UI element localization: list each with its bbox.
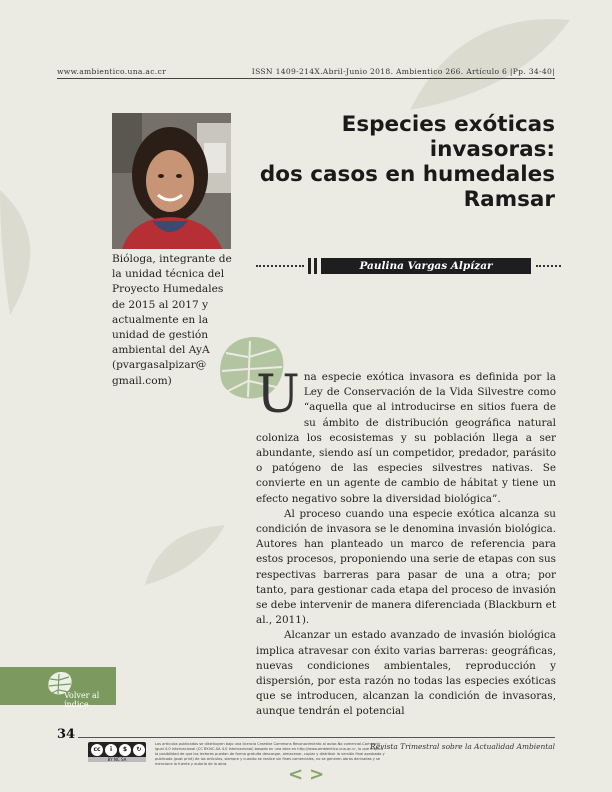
title-line: Especies exóticas invasoras: <box>341 112 555 162</box>
paragraph: Alcanzar un estado avanzado de invasión biológica implica atravesar con éxito varias barreras: geográficas, nuevas condiciones ambientales, reproducción y dispersión, por esta razón no todas las especies exóticas que se introducen, alcanzan la condición de invasoras, aunque tendrán el potencial <box>256 629 556 718</box>
drop-cap: U <box>256 365 300 425</box>
dotted-rule-left <box>256 265 304 267</box>
nc-icon: $ <box>119 744 131 756</box>
bio-line: de 2015 al 2017 y <box>112 298 209 311</box>
back-to-index-button[interactable] <box>0 667 116 709</box>
title-line: Ramsar <box>463 187 555 212</box>
cc-badge-text: BY NC SA <box>107 757 127 762</box>
cc-badge-label <box>88 757 146 762</box>
cc-icon: cc <box>91 744 103 756</box>
author-name: Paulina Vargas Alpízar <box>321 258 531 274</box>
bio-line: unidad de gestión <box>112 329 209 342</box>
by-icon: i <box>105 744 117 756</box>
bio-line: (pvargasalpizar@ <box>112 359 207 372</box>
paragraph-text: na especie exótica invasora es definida por la Ley de Conservación de la Vida Silvestre como “aquella que al introducirse en sitios fuera de su ámbito de distribución geográfica natural coloniza los ecosistemas y su población llega a ser abundante, siendo así un competidor, predador, parásito o patógeno de las especies silvestres nativas. Se convierte en un agente de cambio de hábitat y tiene un efecto negativo sobre la diversidad biológica”. <box>256 371 556 505</box>
journal-url[interactable]: www.ambientico.una.ac.cr <box>57 67 166 76</box>
paragraph <box>256 365 556 507</box>
article-title <box>240 112 555 212</box>
paragraph: Al proceso cuando una especie exótica alcanza su condición de invasora se le denomina invasión biológica. Autores han planteado un marco de referencia para estos procesos, proponiendo una serie de etapas con sus respectivas barreras para pasar de una a otra; por tanto, para gestionar cada etapa del proceso de invasión se debe intervenir de manera diferenciada (Blackburn et al., 2011). <box>256 507 556 627</box>
issn-info: ISSN 1409-214X.Abril-Junio 2018. Ambientico 266. Artículo 6 |Pp. 34-40| <box>251 67 555 76</box>
bio-line: la unidad técnica del <box>112 268 225 281</box>
next-page-arrow-icon[interactable]: > <box>309 764 331 785</box>
article-body <box>256 365 556 720</box>
license-text: Los artículos publicados se distribuyen bajo una licencia Creative Commons Reconocimiento al autor-No comercial-Compartir igual 4.0 Internacional (CC BY-NC-SA 4.0 Internacional) basada en una obra en http://www.ambientico.una.ac.cr, lo que implica la posibilidad de que los lectores puedan de forma gratuita descargar, almacenar, copiar y distribuir la versión final aprobada y publicada (post print) de los artículos, siempre y cuando se realice sin fines comerciales, no se generen obras derivadas y se mencione la fuente y autoría de la obra. <box>155 742 385 766</box>
author-bar <box>256 258 561 274</box>
bio-line: gmail.com) <box>112 374 172 387</box>
journal-name: Revista Trimestral sobre la Actualidad Ambiental <box>370 742 555 751</box>
bio-line: Bióloga, integrante de <box>112 253 232 265</box>
background-leaf-decoration <box>0 180 60 320</box>
header-divider <box>57 78 555 79</box>
background-leaf-decoration <box>140 520 230 590</box>
sa-icon: ↻ <box>133 744 145 756</box>
bar-accent <box>314 258 317 274</box>
page-navigation <box>288 764 330 785</box>
bio-line: actualmente en la <box>112 313 209 326</box>
creative-commons-badge[interactable] <box>88 742 146 762</box>
bar-accent <box>308 258 311 274</box>
previous-page-arrow-icon[interactable]: < <box>288 764 310 785</box>
author-photo <box>112 113 231 249</box>
back-to-index-label: Volver al índice <box>64 691 100 709</box>
dotted-rule-right <box>536 265 561 267</box>
footer-divider <box>78 737 555 738</box>
page-number: 34 <box>57 727 76 742</box>
bio-line: Proyecto Humedales <box>112 283 224 296</box>
background-leaf-decoration <box>400 0 580 120</box>
title-line: dos casos en humedales <box>259 162 555 187</box>
bio-line: ambiental del AyA <box>112 344 210 357</box>
